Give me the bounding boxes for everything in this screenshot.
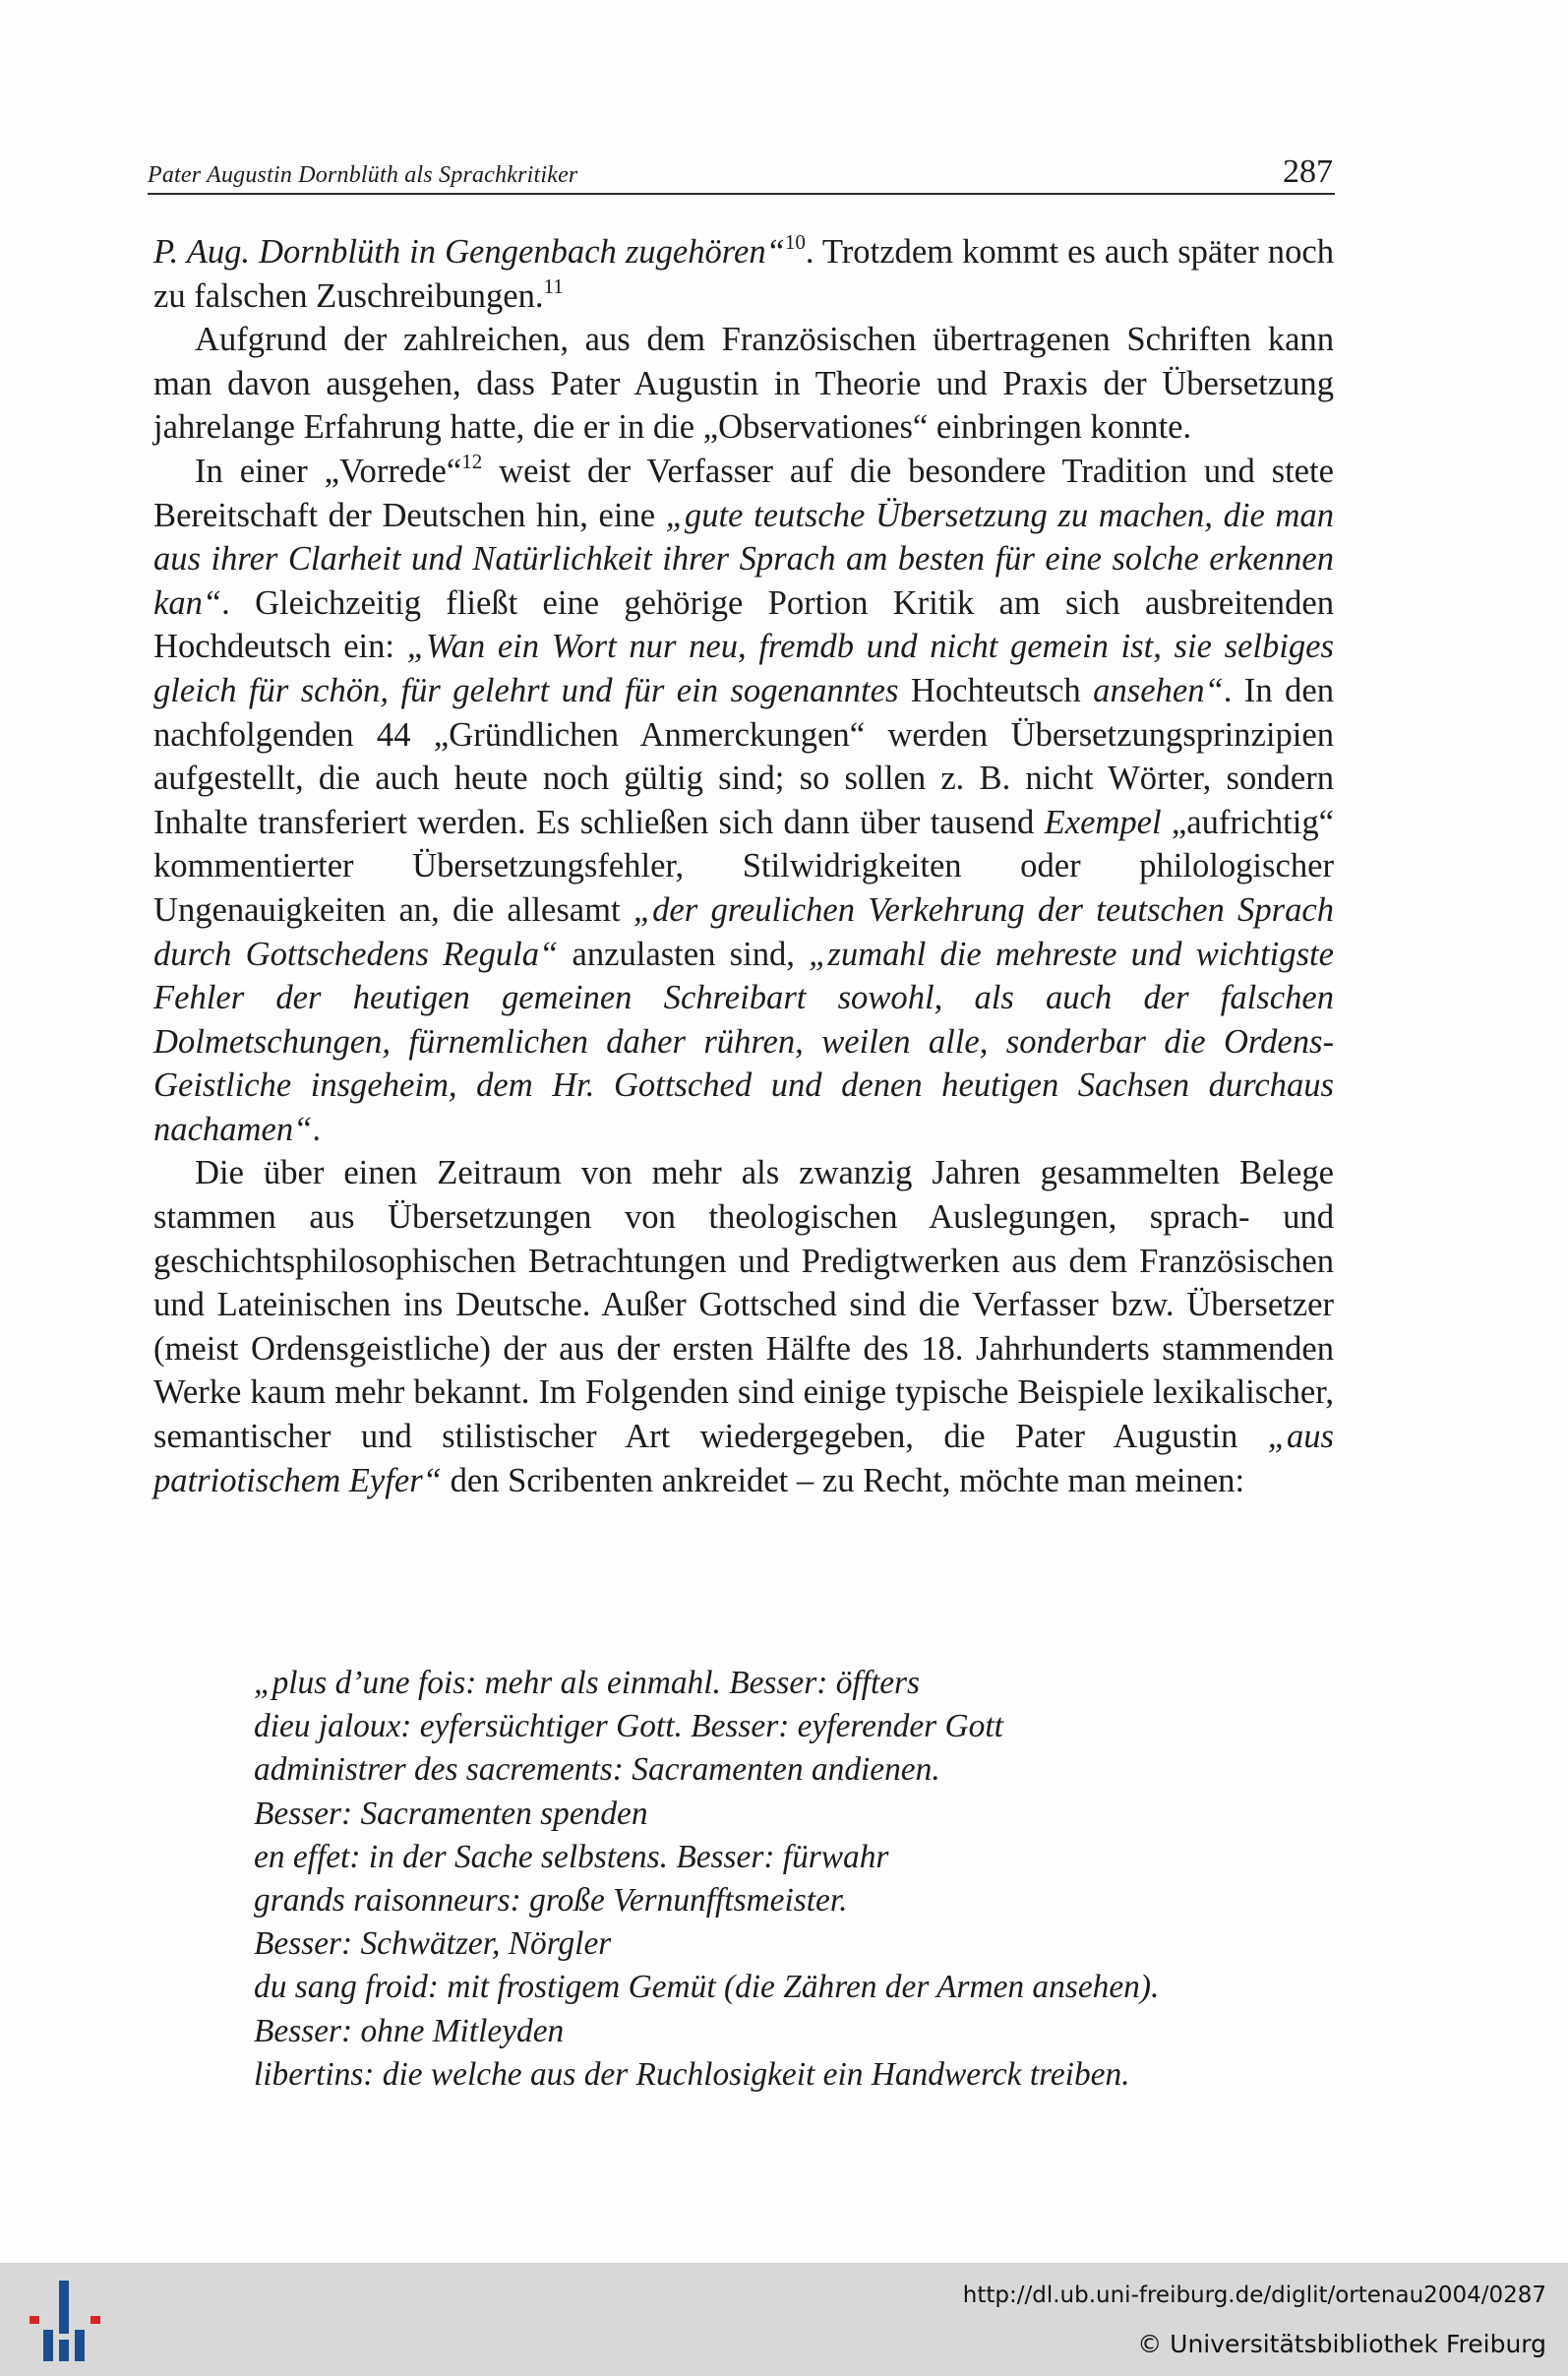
quote-line: Besser: Schwätzer, Nörgler (254, 1925, 612, 1963)
quote-line: en effet: in der Sache selbstens. Besser: fürwahr (254, 1838, 889, 1875)
body-paragraph (153, 318, 1334, 450)
text-run: Aufgrund der zahlreichen, aus dem Französischen übertragenen Schriften kann man davon ausgehen, dass Pater Augustin in Theorie und Praxis der Übersetzung jahrelange Erfahrung hatte, die er in die „Observationes“ einbringen konnte. (153, 321, 1334, 447)
quote-line: libertins: die welche aus der Ruchlosigkeit ein Handwerck treiben. (254, 2055, 1130, 2093)
text-run: . In den nachfolgenden 44 „Gründlichen Anmerckungen“ werden Übersetzungsprinzipien aufgestellt, die auch heute noch gültig sind; so sollen z. B. nicht Wörter, sondern Inhalte transferiert werden. Es schließen sich dann über tausend (153, 671, 1334, 841)
quote-line: Besser: Sacramenten spenden (254, 1795, 648, 1832)
text-run: „aufrichtig“ kommentierter Übersetzungsfehler, Stilwidrigkeiten oder philologischer Ungenauigkeiten an, die allesamt (153, 803, 1334, 929)
text-run: den Scribenten ankreidet – zu Recht, möchte man meinen: (441, 1461, 1245, 1499)
italic-text: ansehen“ (1093, 671, 1224, 709)
footnote-reference: 10 (784, 230, 806, 254)
quote-block (254, 1662, 1356, 2097)
quote-line: „plus d’une fois: mehr als einmahl. Besser: öffters (254, 1665, 921, 1701)
text-run: . Gleichzeitig fließt eine gehörige Portion Kritik am sich ausbreitenden Hochdeutsch ein: (153, 583, 1334, 666)
page-number: 287 (1283, 153, 1333, 190)
italic-text: „gute teutsche Übersetzung zu machen, die man aus ihrer Clarheit und Natürlichkeit ihrer Sprach am besten für eine solche erkennen kan“ (153, 496, 1334, 622)
body-paragraph (153, 1151, 1334, 1502)
italic-text: „aus patriotischem Eyfer“ (153, 1418, 1334, 1499)
italic-text: „zumahl die mehreste und wichtigste Fehler der heutigen gemeinen Schreibart sowohl, als auch der falschen Dolmetschungen, fürnemlichen daher rühren, weilen alle, sonderbar die Ordens-Geistliche insgeheim, dem Hr. Gottsched und denen heutigen Sachsen durchaus nachamen“ (153, 935, 1334, 1148)
text-run: anzulasten sind, (558, 935, 810, 973)
copyright-notice: © Universitätsbibliothek Freiburg (1137, 2330, 1546, 2358)
quote-line: Besser: ohne Mitleyden (254, 2012, 565, 2049)
quote-line: grands raisonneurs: große Vernunfftsmeister. (254, 1882, 848, 1919)
footnote-reference: 12 (461, 449, 483, 473)
body-text (153, 230, 1334, 1502)
footer-bar (0, 2263, 1568, 2376)
text-run: . Trotzdem kommt es auch später noch zu falschen Zuschreibungen. (153, 233, 1334, 315)
running-head (148, 148, 1335, 195)
body-paragraph (153, 230, 1334, 318)
quote-line: du sang froid: mit frostigem Gemüt (die Zähren der Armen ansehen). (254, 1969, 1160, 2006)
text-run: . (312, 1110, 321, 1148)
text-run: weist der Verfasser auf die besondere Tradition und stete Bereitschaft der Deutschen hin, eine (153, 452, 1334, 534)
source-url-link[interactable]: http://dl.ub.uni-freiburg.de/diglit/ortenau2004/0287 (962, 2283, 1546, 2308)
library-logo-icon (30, 2277, 104, 2365)
italic-text: P. Aug. Dornblüth in Gengenbach zugehören“ (153, 233, 785, 271)
body-paragraph (153, 450, 1334, 1152)
quote-line: administrer des sacrements: Sacramenten andienen. (254, 1751, 940, 1789)
running-head-title: Pater Augustin Dornblüth als Sprachkritiker (148, 162, 578, 188)
text-run: In einer „Vorrede“ (195, 452, 462, 490)
quote-line: dieu jaloux: eyfersüchtiger Gott. Besser: eyferender Gott (254, 1708, 1003, 1745)
italic-text: Exempel (1044, 803, 1162, 841)
text-run: Hochteutsch (898, 671, 1094, 709)
italic-text: „Wan ein Wort nur neu, fremdb und nicht gemein ist, sie selbiges gleich für schön, für gelehrt und für ein sogenanntes (153, 628, 1334, 709)
footnote-reference: 11 (543, 274, 564, 298)
text-run: Die über einen Zeitraum von mehr als zwanzig Jahren gesammelten Belege stammen aus Übersetzungen von theologischen Auslegungen, sprach- und geschichtsphilosophischen Betrachtungen und Predigtwerken aus dem Französischen und Lateinischen ins Deutsche. Außer Gottsched sind die Verfasser bzw. Übersetzer (meist Ordensgeistliche) der aus der ersten Hälfte des 18. Jahrhunderts stammenden Werke kaum mehr bekannt. Im Folgenden sind einige typische Beispiele lexikalischer, semantischer und stilistischer Art wiedergegeben, die Pater Augustin (153, 1154, 1334, 1456)
italic-text: „der greulichen Verkehrung der teutschen Sprach durch Gottschedens Regula“ (153, 890, 1334, 973)
